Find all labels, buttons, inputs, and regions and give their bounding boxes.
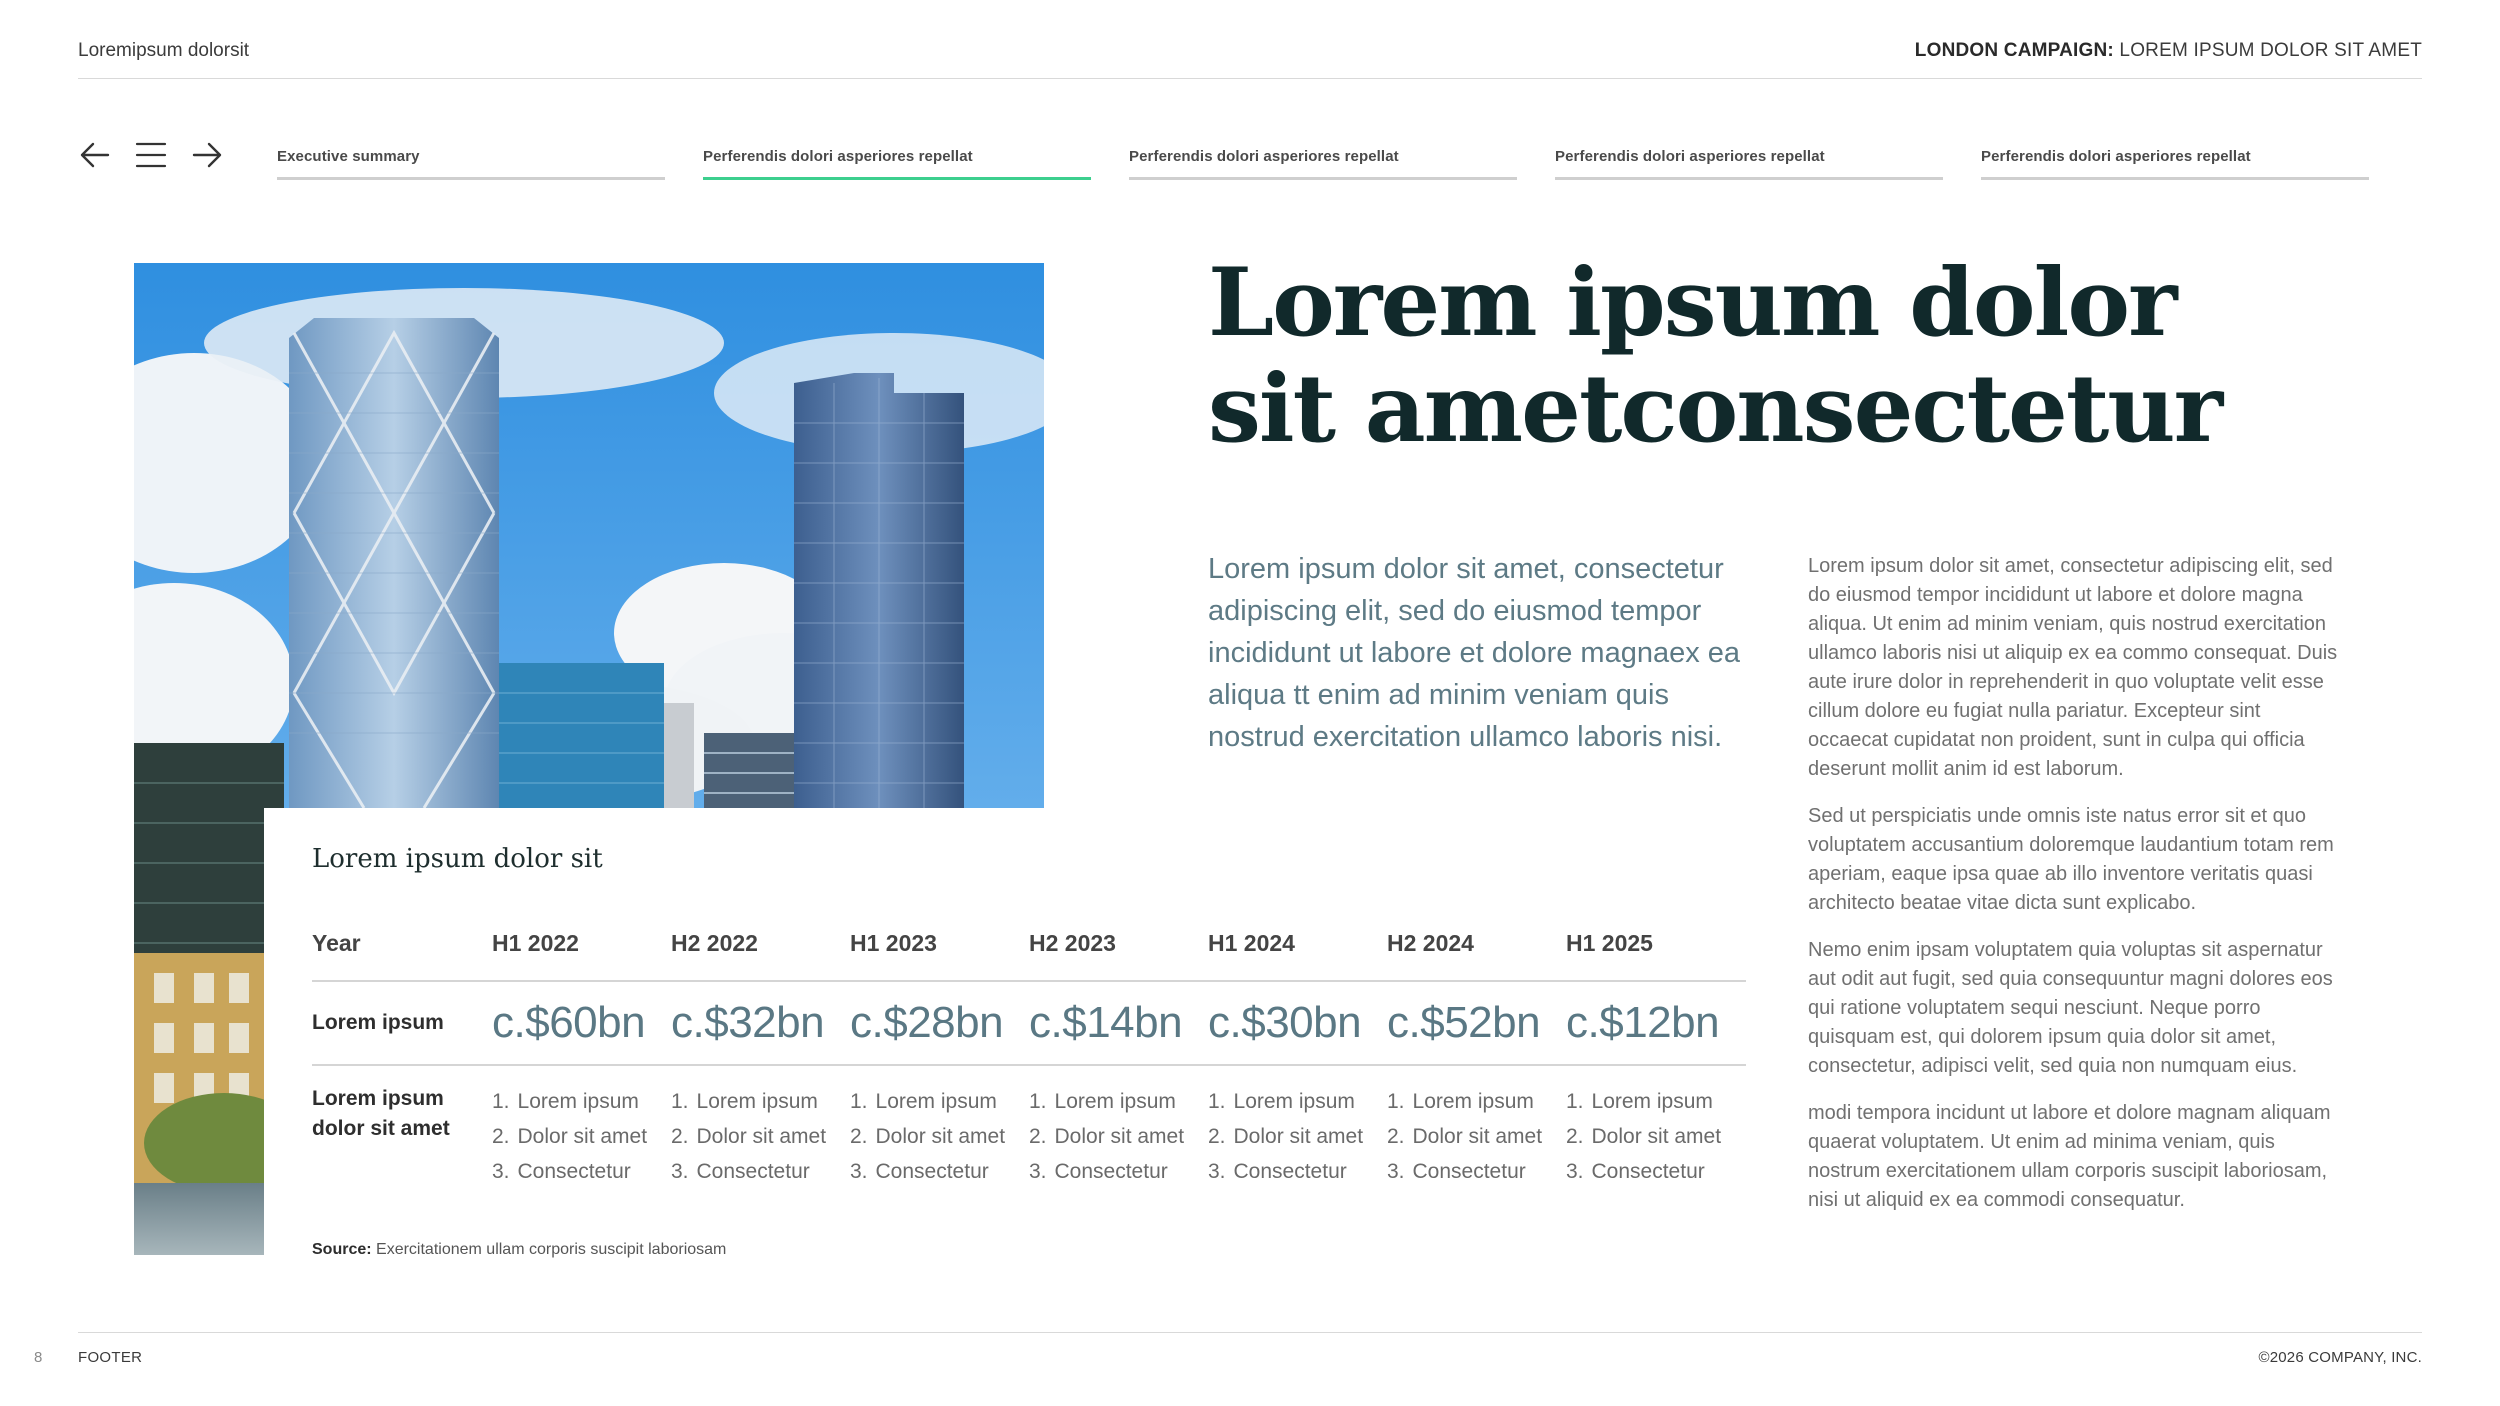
list-text: Consectetur [1591,1160,1705,1183]
footer-divider [78,1332,2422,1333]
tab-label: Perferendis dolori asperiores repellat [1555,148,1825,165]
numbered-list [1029,1084,1208,1189]
list-number: 3. [1387,1160,1405,1183]
numbered-list [1566,1084,1745,1189]
nav-controls [78,138,224,172]
title-line: Lorem ipsum dolor [1208,248,2176,358]
list-text: Dolor sit amet [1412,1125,1543,1148]
list-number: 3. [850,1160,868,1183]
list-item [1566,1119,1745,1154]
list-text: Consectetur [517,1160,631,1183]
list-item [492,1084,671,1119]
value-cell: c.$30bn [1208,998,1362,1047]
list-item [1387,1119,1566,1154]
numbered-list [492,1084,671,1189]
list-text: Dolor sit amet [696,1125,827,1148]
header-divider [78,78,2422,79]
list-number: 2. [1566,1125,1584,1148]
list-item [671,1084,850,1119]
table-title: Lorem ipsum dolor sit [312,844,603,874]
section-tabs [277,148,2369,180]
tab-underline [277,177,665,180]
header-cell: H1 2022 [492,930,579,956]
value-cell: c.$52bn [1387,998,1541,1047]
list-number: 1. [671,1090,689,1113]
table-row [312,1066,1746,1189]
list-number: 3. [492,1160,510,1183]
tab-label: Perferendis dolori asperiores repellat [1129,148,1399,165]
tab-label: Perferendis dolori asperiores repellat [1981,148,2251,165]
page-title [1208,250,2288,462]
body-text [1808,552,2338,1233]
header-cell: H1 2024 [1208,930,1295,956]
header-cell: H2 2024 [1387,930,1474,956]
list-number: 1. [850,1090,868,1113]
list-number: 1. [1029,1090,1047,1113]
list-cell [671,1084,850,1189]
list-text: Consectetur [696,1160,810,1183]
list-item [1029,1154,1208,1189]
list-number: 2. [492,1125,510,1148]
body-paragraph: Lorem ipsum dolor sit amet, consectetur adipiscing elit, sed do eiusmod tempor incididunt ut labore et dolore magna aliqua. Ut enim ad minim veniam, quis nostrud exercitation ullamco laboris nisi ut aliquip ex ea commo consequat. Duis aute irure dolor in reprehenderit in quo voluptate velit esse cillum dolore eu fugiat nulla pariatur. Excepteur sint occaecat cupidatat non proident, sunt in culpa qui officia deserunt mollit anim id est laborum. [1808,555,2338,780]
list-item [1029,1119,1208,1154]
list-item [671,1119,850,1154]
value-cell: c.$28bn [850,998,1004,1047]
tab-underline-active [703,177,1091,180]
list-item [1566,1084,1745,1119]
tab-section-2[interactable] [703,148,1091,180]
header-cell: H1 2023 [850,930,937,956]
list-text: Consectetur [1412,1160,1526,1183]
list-number: 2. [671,1125,689,1148]
list-number: 1. [1208,1090,1226,1113]
tab-section-5[interactable] [1981,148,2369,180]
tab-underline [1981,177,2369,180]
arrow-right-icon[interactable] [190,138,224,172]
list-text: Lorem ipsum [1054,1090,1176,1113]
list-text: Dolor sit amet [1591,1125,1722,1148]
list-cell [1029,1084,1208,1189]
body-paragraph: modi tempora incidunt ut labore et dolore magnam aliquam quaerat voluptatem. Ut enim ad minima veniam, quis nostrum exercitationem ullam corporis suscipit laboriosam, nisi ut aliquid ex ea commodi consequatur. [1808,1102,2331,1211]
page-number: 8 [34,1349,43,1366]
copyright: ©2026 COMPANY, INC. [2258,1349,2422,1366]
list-number: 3. [671,1160,689,1183]
list-text: Lorem ipsum [875,1090,997,1113]
list-text: Dolor sit amet [1233,1125,1364,1148]
body-paragraph: Nemo enim ipsam voluptatem quia voluptas sit aspernatur aut odit aut fugit, sed quia consequuntur magni dolores eos qui ratione voluptatem sequi nesciunt. Neque porro quisquam est, qui dolorem ipsum quia dolor sit amet, consectetur, adipisci velit, sed quia non numquam eius. [1808,939,2333,1077]
menu-icon[interactable] [134,138,168,172]
list-item [671,1154,850,1189]
title-line: sit ametconsectetur [1208,354,2222,464]
row-label: Lorem ipsum [312,1011,444,1034]
header-cell: H2 2023 [1029,930,1116,956]
list-cell [1566,1084,1745,1189]
numbered-list [671,1084,850,1189]
value-cell: c.$32bn [671,998,825,1047]
list-text: Consectetur [1054,1160,1168,1183]
list-cell [850,1084,1029,1189]
list-text: Lorem ipsum [1412,1090,1534,1113]
list-text: Lorem ipsum [1233,1090,1355,1113]
list-text: Dolor sit amet [875,1125,1006,1148]
row-label-line: Lorem ipsum [312,1087,444,1110]
list-number: 3. [1566,1160,1584,1183]
list-text: Consectetur [1233,1160,1347,1183]
data-table-panel [264,808,1764,1278]
source-label: Source: [312,1241,372,1258]
list-item [1208,1084,1387,1119]
campaign-title [1915,40,2422,62]
tab-section-3[interactable] [1129,148,1517,180]
header-year: Year [312,930,361,956]
list-cell [1387,1084,1566,1189]
list-item [850,1119,1029,1154]
list-item [850,1154,1029,1189]
list-number: 3. [1208,1160,1226,1183]
list-cell [492,1084,671,1189]
list-item [1387,1154,1566,1189]
footer-label: FOOTER [78,1349,143,1366]
list-cell [1208,1084,1387,1189]
list-item [492,1154,671,1189]
numbered-list [1208,1084,1387,1189]
value-cell: c.$14bn [1029,998,1183,1047]
list-text: Consectetur [875,1160,989,1183]
list-item [1029,1084,1208,1119]
header-cell: H1 2025 [1566,930,1653,956]
tab-underline [1555,177,1943,180]
document-label: Loremipsum dolorsit [78,40,250,61]
tab-executive-summary[interactable] [277,148,665,180]
list-item [1387,1084,1566,1119]
arrow-left-icon[interactable] [78,138,112,172]
numbered-list [1387,1084,1566,1189]
value-cell: c.$60bn [492,998,646,1047]
list-text: Lorem ipsum [1591,1090,1713,1113]
source-text: Exercitationem ullam corporis suscipit laboriosam [371,1241,727,1258]
table-row [312,982,1746,1066]
list-item [492,1119,671,1154]
body-paragraph: Sed ut perspiciatis unde omnis iste natus error sit et quo voluptatem accusantium doloremque laudantium totam rem aperiam, eaque ipsa quae ab illo inventore veritatis quasi architecto beatae vitae dicta sunt explicabo. [1808,805,2334,914]
list-text: Lorem ipsum [696,1090,818,1113]
list-text: Lorem ipsum [517,1090,639,1113]
list-item [1566,1154,1745,1189]
tab-section-4[interactable] [1555,148,1943,180]
list-item [1208,1119,1387,1154]
row-label-line: dolor sit amet [312,1117,450,1140]
numbered-list [850,1084,1029,1189]
campaign-title-bold: LONDON CAMPAIGN: [1914,40,2114,61]
source-note [312,1241,726,1259]
list-item [1208,1154,1387,1189]
tab-label: Executive summary [277,148,420,165]
list-item [850,1084,1029,1119]
list-number: 2. [1208,1125,1226,1148]
tab-underline [1129,177,1517,180]
list-number: 1. [1566,1090,1584,1113]
list-text: Dolor sit amet [517,1125,648,1148]
list-number: 1. [1387,1090,1405,1113]
list-number: 1. [492,1090,510,1113]
header-cell: H2 2022 [671,930,758,956]
data-table [312,924,1746,1189]
list-text: Dolor sit amet [1054,1125,1185,1148]
list-number: 2. [1387,1125,1405,1148]
list-number: 2. [1029,1125,1047,1148]
lead-paragraph: Lorem ipsum dolor sit amet, consectetur adipiscing elit, sed do eiusmod tempor incididunt ut labore et dolore magnaex ea aliqua tt enim ad minim veniam quis nostrud exercitation ullamco laboris nisi. [1208,553,1741,753]
value-cell: c.$12bn [1566,998,1720,1047]
list-number: 3. [1029,1160,1047,1183]
tab-label: Perferendis dolori asperiores repellat [703,148,973,165]
list-number: 2. [850,1125,868,1148]
row-label [312,1084,492,1144]
table-header-row [312,924,1746,982]
campaign-title-text: LOREM IPSUM DOLOR SIT AMET [2113,40,2422,61]
